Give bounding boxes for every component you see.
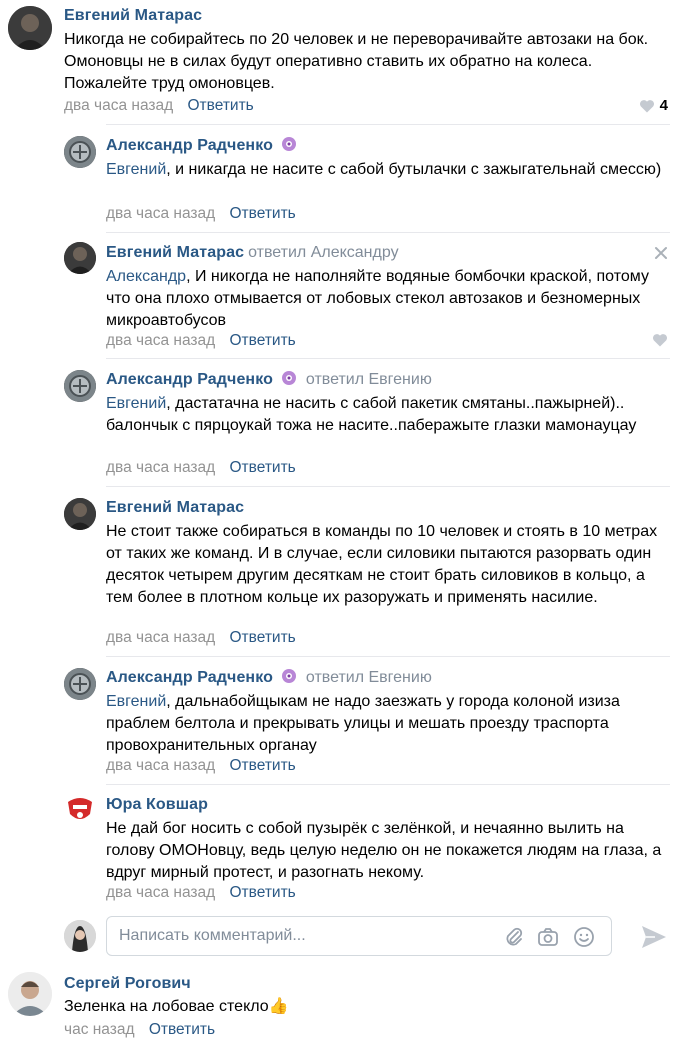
comment-time[interactable]: час назад bbox=[64, 1021, 135, 1038]
like-count: 4 bbox=[659, 97, 668, 114]
avatar[interactable] bbox=[64, 498, 96, 530]
comment-text: Не дай бог носить с собой пузырёк с зелёнкой, и нечаянно вылить на голову ОМОНовцу, ведь целую неделю он не покажется людям на глаза, а вдруг мирный протест, и разогнать некому. bbox=[106, 820, 662, 881]
flower-badge-icon bbox=[281, 370, 297, 386]
comment-author[interactable]: Александр Радченко bbox=[106, 371, 273, 388]
replied-to[interactable]: ответил Евгению bbox=[305, 371, 432, 388]
avatar[interactable] bbox=[8, 6, 52, 50]
camera-icon[interactable] bbox=[537, 926, 559, 948]
mention-link[interactable]: Евгений bbox=[106, 395, 167, 412]
comment-time[interactable]: два часа назад bbox=[106, 757, 216, 774]
comment-text: Зеленка на лобовае стекло👍 bbox=[64, 998, 289, 1015]
reply-button[interactable]: Ответить bbox=[187, 97, 254, 114]
comment-author[interactable]: Александр Радченко bbox=[106, 137, 273, 154]
comment-text: Александр, И никогда не наполняйте водяные бомбочки краской, потому что она плохо отмывается от лобовых стекол автозаков и безномерных микроавтобусов bbox=[106, 268, 649, 329]
flower-badge-icon bbox=[281, 668, 297, 684]
comment-text: Евгений, дальнабойщыкам не надо заезжать у города колоной изиза праблем белтола и прекрывать улицы и мешать проезду траспорта провохранительных органау bbox=[106, 693, 620, 754]
close-icon[interactable] bbox=[654, 246, 668, 260]
separator bbox=[106, 232, 670, 233]
avatar[interactable] bbox=[64, 370, 96, 402]
heart-icon bbox=[652, 333, 668, 347]
reply-button[interactable]: Ответить bbox=[229, 629, 296, 646]
smiley-icon[interactable] bbox=[573, 926, 595, 948]
separator bbox=[106, 784, 670, 785]
reply-button[interactable]: Ответить bbox=[229, 205, 296, 222]
comment-author[interactable]: Александр Радченко bbox=[106, 669, 273, 686]
comment-author[interactable]: Евгений Матарас bbox=[106, 244, 245, 261]
comment-text: Евгений, дастатачна не насить с сабой пакетик смятаны..пажырней).. балончык с пярцоукай тожа не насите..паберажыте глазки мамонауцау bbox=[106, 395, 637, 434]
like-button[interactable] bbox=[639, 97, 668, 114]
avatar[interactable] bbox=[8, 972, 52, 1016]
like-button[interactable] bbox=[652, 333, 668, 347]
comment-placeholder: Написать комментарий... bbox=[119, 927, 306, 944]
comment-time[interactable]: два часа назад bbox=[106, 884, 216, 901]
mention-link[interactable]: Евгений bbox=[106, 161, 167, 178]
avatar[interactable] bbox=[64, 668, 96, 700]
avatar[interactable] bbox=[64, 136, 96, 168]
comment-time[interactable]: два часа назад bbox=[106, 459, 216, 476]
separator bbox=[106, 358, 670, 359]
mention-link[interactable]: Евгений bbox=[106, 693, 167, 710]
comment-time[interactable]: два часа назад bbox=[106, 205, 216, 222]
comment-time[interactable]: два часа назад bbox=[106, 629, 216, 646]
replied-to[interactable]: ответил Евгению bbox=[305, 669, 432, 686]
comment-text: Никогда не собирайтесь по 20 человек и не переворачивайте автозаки на бок. Омоновцы не в силах будут оперативно ставить их обратно на колеса. Пожалейте труд омоновцев. bbox=[64, 31, 649, 92]
comment-text: Евгений, и никагда не насите с сабой бутылачки с зажыгательнай смесcю) bbox=[106, 161, 662, 178]
separator bbox=[106, 486, 670, 487]
reply-button[interactable]: Ответить bbox=[229, 884, 296, 901]
comment-author[interactable]: Юра Ковшар bbox=[106, 796, 208, 813]
heart-icon bbox=[639, 99, 655, 113]
replied-to[interactable]: ответил Александру bbox=[248, 244, 399, 261]
comment-time[interactable]: два часа назад bbox=[106, 332, 216, 349]
comment-time[interactable]: два часа назад bbox=[64, 97, 174, 114]
reply-button[interactable]: Ответить bbox=[148, 1021, 216, 1038]
current-user-avatar[interactable] bbox=[64, 920, 96, 952]
comment-text: Не стоит также собираться в команды по 10 человек и стоять в 10 метрах от таких же команд. И в случае, если силовики пытаются разорвать один десяток четырем другим десяткам не стоит брать силовиков в кольцо, а тем более в плотном кольце их разоружать и применять насилие. bbox=[106, 523, 658, 606]
separator bbox=[106, 656, 670, 657]
paperclip-icon[interactable] bbox=[503, 926, 525, 948]
avatar[interactable] bbox=[64, 242, 96, 274]
comment-author[interactable]: Евгений Матарас bbox=[64, 7, 203, 24]
mention-link[interactable]: Александр bbox=[106, 268, 187, 285]
flower-badge-icon bbox=[281, 136, 297, 152]
comment-author[interactable]: Евгений Матарас bbox=[106, 499, 245, 516]
avatar[interactable] bbox=[64, 794, 96, 826]
separator bbox=[106, 124, 670, 125]
reply-button[interactable]: Ответить bbox=[229, 459, 296, 476]
reply-button[interactable]: Ответить bbox=[229, 332, 296, 349]
thumbs-up-emoji: 👍 bbox=[268, 998, 289, 1015]
comment-author[interactable]: Сергей Рогович bbox=[64, 975, 191, 992]
reply-button[interactable]: Ответить bbox=[229, 757, 296, 774]
comment-input[interactable] bbox=[106, 916, 612, 956]
send-arrow-icon[interactable] bbox=[640, 924, 668, 950]
